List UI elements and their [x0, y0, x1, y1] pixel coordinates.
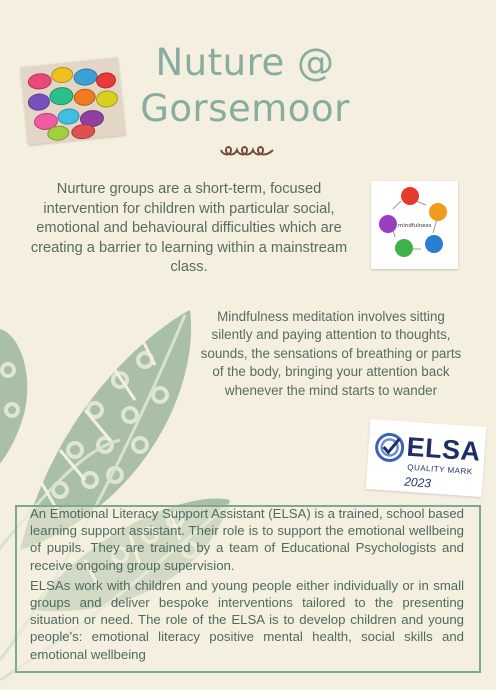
elsa-paragraph-1: An Emotional Literacy Support Assistant (ELSA) is a trained, school based learning support assistant. Their role is to support the emotional wellbeing of pupils. They are trained by a team of Educational Psychologists and receive ongoing group supervision.: [30, 506, 464, 573]
cycle-node: [429, 203, 447, 221]
title-line-1: Nuture @: [155, 41, 335, 84]
cycle-node: [401, 187, 419, 205]
badge-year: 2023: [403, 474, 432, 491]
cycle-node: [395, 239, 413, 257]
elsa-paragraph-2: ELSAs work with children and young people either individually or in small groups and deliver bespoke interventions tailored to the presenting situation or need. The role of the ELSA is to develop children and young people's: emotional literacy positive mental health, social skills and emotional wellbeing: [30, 577, 464, 662]
badge-title: ELSA: [405, 431, 482, 467]
elsa-quality-mark-badge: [366, 419, 487, 497]
mindfulness-cycle-diagram: [371, 181, 458, 269]
mindfulness-description: Mindfulness meditation involves sitting silently and paying attention to thoughts, sounds, the sensations of breathing or parts of the body, bringing your attention back whenever the mind starts to wander: [200, 309, 462, 398]
nurture-groups-description: Nurture groups are a short-term, focused intervention for children with particular social, emotional and behavioural difficulties which are creating a barrier to learning within a mainstream class.: [30, 181, 348, 276]
page-title: [120, 40, 370, 132]
badge-subtitle: QUALITY MARK: [406, 462, 473, 477]
painted-pebbles-photo: [20, 57, 126, 145]
elsa-info-text: [30, 505, 464, 666]
cycle-node: [425, 235, 443, 253]
title-line-2: Gorsemoor: [140, 87, 350, 130]
cycle-node: [379, 215, 397, 233]
diagram-center-label: mindfulness: [398, 223, 432, 229]
swirl-divider-icon: [219, 142, 275, 158]
check-target-icon: [374, 431, 406, 463]
